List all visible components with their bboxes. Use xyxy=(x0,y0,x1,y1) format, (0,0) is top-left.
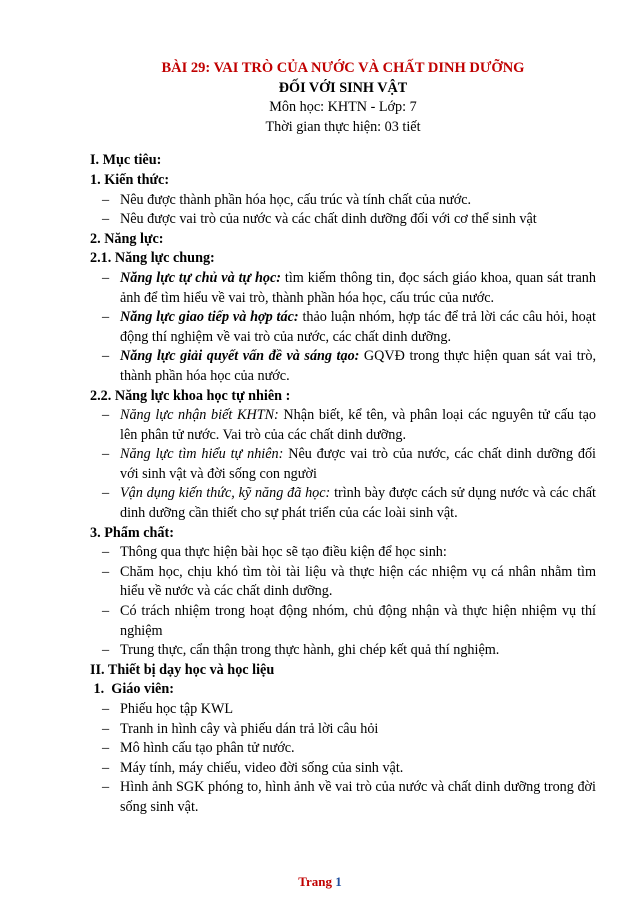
list-item: – Phiếu học tập KWL xyxy=(102,701,234,717)
knowledge-heading: 1. Kiến thức: xyxy=(90,171,170,188)
list-item: – Máy tính, máy chiếu, video đời sống của sinh vật. xyxy=(102,759,404,776)
section-equipment-heading: II. Thiết bị dạy học và học liệu xyxy=(90,661,275,678)
section-objectives-heading: I. Mục tiêu: xyxy=(90,152,162,169)
list-item: – Thông qua thực hiện bài học sẽ tạo điều kiện để học sinh: xyxy=(102,544,447,561)
general-competence-heading: 2.1. Năng lực chung: xyxy=(90,250,215,267)
list-item: – Năng lực giao tiếp và hợp tác: thảo luận nhóm, hợp tác để trả lời các câu hỏi, hoạt động thí nghiệm về vai trò của nước, các chất dinh dưỡng. xyxy=(102,309,596,345)
list-item: – Năng lực nhận biết KHTN: Nhận biết, kể tên, và phân loại các nguyên tử cấu tạo lên phân tử nước. Vai trò của các chất dinh dưỡng. xyxy=(102,407,596,443)
lesson-title-line2: ĐỐI VỚI SINH VẬT xyxy=(278,79,408,96)
duration-line: Thời gian thực hiện: 03 tiết xyxy=(265,118,421,135)
list-item: – Năng lực giải quyết vấn đề và sáng tạo: GQVĐ trong thực hiện quan sát vai trò, thành phần hóa học của nước. xyxy=(102,348,596,384)
list-item: – Hình ảnh SGK phóng to, hình ảnh về vai trò của nước và chất dinh dưỡng trong đời sống sinh vật. xyxy=(102,779,596,815)
qualities-heading: 3. Phẩm chất: xyxy=(90,524,174,541)
science-competence-heading: 2.2. Năng lực khoa học tự nhiên : xyxy=(90,387,291,404)
teacher-heading: 1. Giáo viên: xyxy=(90,681,174,698)
competence-heading: 2. Năng lực: xyxy=(90,230,164,247)
list-item: – Năng lực tìm hiểu tự nhiên: Nêu được vai trò của nước, các chất dinh dưỡng đối với sinh vật và đời sống con người xyxy=(102,446,597,482)
list-item: – Nêu được vai trò của nước và các chất dinh dưỡng đối với cơ thể sinh vật xyxy=(102,211,537,228)
list-item: – Mô hình cấu tạo phân tử nước. xyxy=(102,740,295,757)
list-item: – Trung thực, cẩn thận trong thực hành, ghi chép kết quả thí nghiệm. xyxy=(102,642,500,659)
subject-line: Môn học: KHTN - Lớp: 7 xyxy=(269,99,417,116)
list-item: – Tranh in hình cây và phiếu dán trả lời câu hỏi xyxy=(102,720,379,737)
list-item: – Chăm học, chịu khó tìm tòi tài liệu và thực hiện các nhiệm vụ cá nhân nhằm tìm hiểu về nước và các chất dinh dưỡng. xyxy=(102,563,596,600)
list-item: – Vận dụng kiến thức, kỹ năng đã học: trình bày được cách sử dụng nước và các chất dinh dưỡng cần thiết cho sự phát triển của các loài sinh vật. xyxy=(102,485,597,522)
list-item: – Năng lực tự chủ và tự học: tìm kiếm thông tin, đọc sách giáo khoa, quan sát tranh ảnh để tìm hiểu về vai trò, thành phần hóa học, cấu trúc của nước. xyxy=(102,269,596,306)
page-footer xyxy=(0,872,640,892)
page-number: 1 xyxy=(335,874,342,889)
document-content xyxy=(90,59,596,818)
lesson-title: BÀI 29: VAI TRÒ CỦA NƯỚC VÀ CHẤT DINH DƯỠNG xyxy=(161,60,525,76)
list-item: – Có trách nhiệm trong hoạt động nhóm, chủ động nhận và thực hiện nhiệm vụ thí nghiệm xyxy=(102,603,596,639)
list-item: – Nêu được thành phần hóa học, cấu trúc và tính chất của nước. xyxy=(102,191,472,208)
page-label: Trang xyxy=(298,874,336,889)
